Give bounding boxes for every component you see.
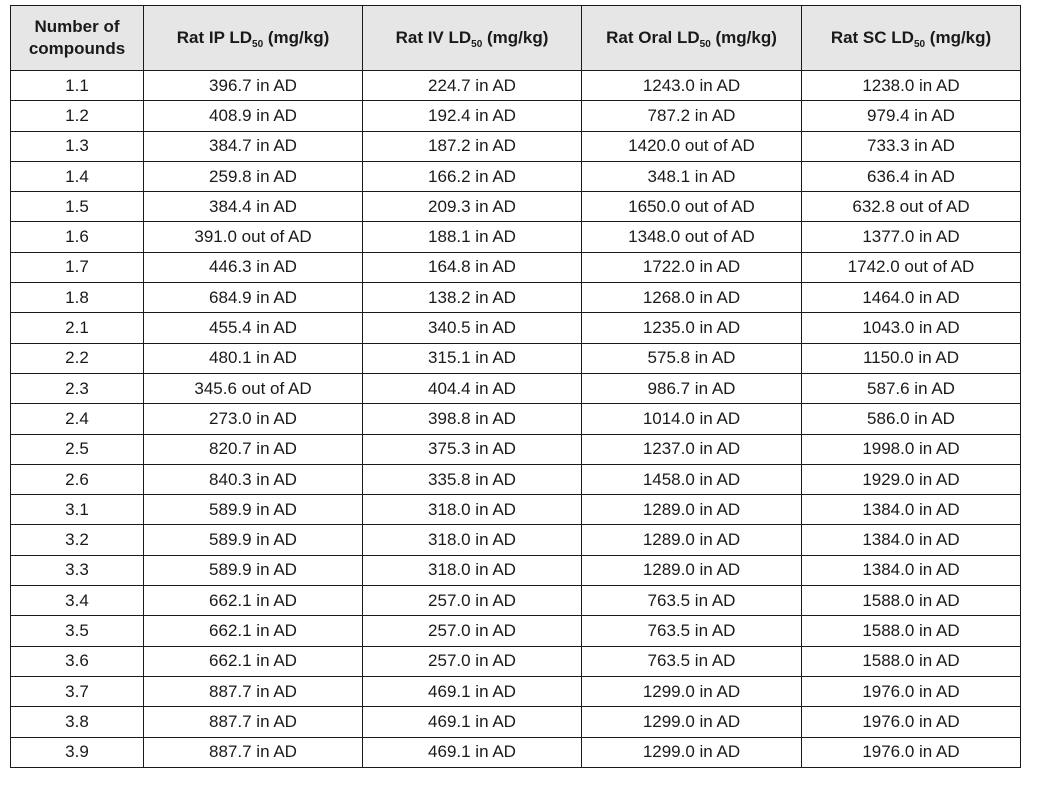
cell-compound-number: 3.7 — [11, 676, 144, 706]
cell-ip-ld50: 273.0 in AD — [144, 404, 363, 434]
cell-oral-ld50: 1348.0 out of AD — [582, 222, 802, 252]
cell-compound-number: 3.1 — [11, 495, 144, 525]
cell-ip-ld50: 259.8 in AD — [144, 161, 363, 191]
cell-compound-number: 2.6 — [11, 464, 144, 494]
cell-compound-number: 1.6 — [11, 222, 144, 252]
cell-oral-ld50: 1289.0 in AD — [582, 525, 802, 555]
cell-iv-ld50: 224.7 in AD — [363, 71, 582, 101]
table-row — [11, 343, 1021, 373]
cell-ip-ld50: 887.7 in AD — [144, 737, 363, 767]
cell-iv-ld50: 257.0 in AD — [363, 646, 582, 676]
cell-compound-number: 3.5 — [11, 616, 144, 646]
header-label: Rat SC LD — [830, 28, 914, 47]
header-oral-ld50 — [582, 6, 802, 71]
cell-oral-ld50: 763.5 in AD — [582, 646, 802, 676]
cell-ip-ld50: 408.9 in AD — [144, 101, 363, 131]
cell-iv-ld50: 257.0 in AD — [363, 616, 582, 646]
cell-compound-number: 3.6 — [11, 646, 144, 676]
cell-oral-ld50: 1420.0 out of AD — [582, 131, 802, 161]
header-unit: (mg/kg) — [263, 28, 330, 47]
cell-compound-number: 1.3 — [11, 131, 144, 161]
cell-oral-ld50: 575.8 in AD — [582, 343, 802, 373]
cell-oral-ld50: 787.2 in AD — [582, 101, 802, 131]
table-row — [11, 525, 1021, 555]
cell-sc-ld50: 1384.0 in AD — [802, 495, 1021, 525]
cell-sc-ld50: 1588.0 in AD — [802, 586, 1021, 616]
ld50-table — [10, 5, 1021, 768]
cell-compound-number: 2.1 — [11, 313, 144, 343]
cell-ip-ld50: 662.1 in AD — [144, 646, 363, 676]
table-row — [11, 71, 1021, 101]
cell-iv-ld50: 375.3 in AD — [363, 434, 582, 464]
cell-oral-ld50: 1650.0 out of AD — [582, 192, 802, 222]
cell-sc-ld50: 1464.0 in AD — [802, 283, 1021, 313]
header-unit: (mg/kg) — [710, 28, 777, 47]
cell-oral-ld50: 1722.0 in AD — [582, 252, 802, 282]
cell-compound-number: 1.1 — [11, 71, 144, 101]
cell-ip-ld50: 662.1 in AD — [144, 586, 363, 616]
cell-compound-number: 2.5 — [11, 434, 144, 464]
cell-ip-ld50: 887.7 in AD — [144, 707, 363, 737]
cell-iv-ld50: 315.1 in AD — [363, 343, 582, 373]
cell-oral-ld50: 1243.0 in AD — [582, 71, 802, 101]
cell-ip-ld50: 684.9 in AD — [144, 283, 363, 313]
table-row — [11, 404, 1021, 434]
cell-sc-ld50: 1238.0 in AD — [802, 71, 1021, 101]
cell-iv-ld50: 469.1 in AD — [363, 737, 582, 767]
cell-ip-ld50: 840.3 in AD — [144, 464, 363, 494]
table-row — [11, 131, 1021, 161]
cell-iv-ld50: 209.3 in AD — [363, 192, 582, 222]
table-row — [11, 707, 1021, 737]
cell-ip-ld50: 345.6 out of AD — [144, 373, 363, 403]
cell-sc-ld50: 586.0 in AD — [802, 404, 1021, 434]
cell-sc-ld50: 1742.0 out of AD — [802, 252, 1021, 282]
cell-iv-ld50: 469.1 in AD — [363, 707, 582, 737]
cell-iv-ld50: 257.0 in AD — [363, 586, 582, 616]
cell-ip-ld50: 589.9 in AD — [144, 495, 363, 525]
table-row — [11, 495, 1021, 525]
cell-sc-ld50: 1976.0 in AD — [802, 707, 1021, 737]
cell-compound-number: 3.8 — [11, 707, 144, 737]
cell-ip-ld50: 887.7 in AD — [144, 676, 363, 706]
cell-iv-ld50: 318.0 in AD — [363, 495, 582, 525]
header-unit: (mg/kg) — [925, 28, 992, 47]
cell-ip-ld50: 589.9 in AD — [144, 525, 363, 555]
cell-iv-ld50: 192.4 in AD — [363, 101, 582, 131]
table-header — [11, 6, 1021, 71]
cell-sc-ld50: 1976.0 in AD — [802, 676, 1021, 706]
cell-compound-number: 3.9 — [11, 737, 144, 767]
cell-oral-ld50: 763.5 in AD — [582, 616, 802, 646]
cell-compound-number: 3.4 — [11, 586, 144, 616]
cell-iv-ld50: 187.2 in AD — [363, 131, 582, 161]
cell-iv-ld50: 164.8 in AD — [363, 252, 582, 282]
table-row — [11, 676, 1021, 706]
table-row — [11, 192, 1021, 222]
cell-iv-ld50: 404.4 in AD — [363, 373, 582, 403]
cell-iv-ld50: 318.0 in AD — [363, 525, 582, 555]
table-row — [11, 555, 1021, 585]
header-subscript: 50 — [699, 39, 711, 50]
cell-iv-ld50: 398.8 in AD — [363, 404, 582, 434]
cell-oral-ld50: 763.5 in AD — [582, 586, 802, 616]
cell-ip-ld50: 820.7 in AD — [144, 434, 363, 464]
cell-compound-number: 1.7 — [11, 252, 144, 282]
table-row — [11, 313, 1021, 343]
cell-ip-ld50: 662.1 in AD — [144, 616, 363, 646]
table-row — [11, 434, 1021, 464]
table-row — [11, 161, 1021, 191]
cell-ip-ld50: 396.7 in AD — [144, 71, 363, 101]
cell-oral-ld50: 1289.0 in AD — [582, 495, 802, 525]
cell-oral-ld50: 1235.0 in AD — [582, 313, 802, 343]
header-label: Rat IP LD — [176, 28, 253, 47]
cell-iv-ld50: 138.2 in AD — [363, 283, 582, 313]
cell-oral-ld50: 1014.0 in AD — [582, 404, 802, 434]
cell-sc-ld50: 1929.0 in AD — [802, 464, 1021, 494]
cell-oral-ld50: 1458.0 in AD — [582, 464, 802, 494]
cell-iv-ld50: 318.0 in AD — [363, 555, 582, 585]
cell-ip-ld50: 480.1 in AD — [144, 343, 363, 373]
cell-iv-ld50: 469.1 in AD — [363, 676, 582, 706]
header-compound-number — [11, 6, 144, 71]
table-row — [11, 464, 1021, 494]
header-subscript: 50 — [252, 39, 264, 50]
table-row — [11, 252, 1021, 282]
cell-iv-ld50: 166.2 in AD — [363, 161, 582, 191]
cell-sc-ld50: 1377.0 in AD — [802, 222, 1021, 252]
table-row — [11, 616, 1021, 646]
cell-compound-number: 2.2 — [11, 343, 144, 373]
table-row — [11, 373, 1021, 403]
cell-compound-number: 1.2 — [11, 101, 144, 131]
cell-ip-ld50: 446.3 in AD — [144, 252, 363, 282]
cell-sc-ld50: 632.8 out of AD — [802, 192, 1021, 222]
cell-oral-ld50: 1299.0 in AD — [582, 676, 802, 706]
cell-oral-ld50: 1289.0 in AD — [582, 555, 802, 585]
cell-compound-number: 1.8 — [11, 283, 144, 313]
header-subscript: 50 — [913, 39, 926, 50]
table-row — [11, 646, 1021, 676]
cell-iv-ld50: 188.1 in AD — [363, 222, 582, 252]
table-container — [10, 5, 1021, 768]
header-row — [11, 6, 1021, 71]
header-subscript: 50 — [471, 39, 483, 50]
header-iv-ld50 — [363, 6, 582, 71]
table-body — [11, 71, 1021, 768]
cell-sc-ld50: 1384.0 in AD — [802, 525, 1021, 555]
table-row — [11, 101, 1021, 131]
cell-sc-ld50: 1588.0 in AD — [802, 616, 1021, 646]
cell-sc-ld50: 1384.0 in AD — [802, 555, 1021, 585]
cell-sc-ld50: 1043.0 in AD — [802, 313, 1021, 343]
cell-sc-ld50: 587.6 in AD — [802, 373, 1021, 403]
cell-iv-ld50: 335.8 in AD — [363, 464, 582, 494]
cell-oral-ld50: 1268.0 in AD — [582, 283, 802, 313]
cell-ip-ld50: 384.4 in AD — [144, 192, 363, 222]
cell-compound-number: 2.3 — [11, 373, 144, 403]
cell-oral-ld50: 1299.0 in AD — [582, 707, 802, 737]
cell-sc-ld50: 733.3 in AD — [802, 131, 1021, 161]
cell-sc-ld50: 1998.0 in AD — [802, 434, 1021, 464]
cell-sc-ld50: 979.4 in AD — [802, 101, 1021, 131]
cell-ip-ld50: 391.0 out of AD — [144, 222, 363, 252]
table-row — [11, 586, 1021, 616]
cell-sc-ld50: 636.4 in AD — [802, 161, 1021, 191]
table-row — [11, 283, 1021, 313]
table-row — [11, 222, 1021, 252]
cell-compound-number: 3.2 — [11, 525, 144, 555]
cell-oral-ld50: 348.1 in AD — [582, 161, 802, 191]
cell-oral-ld50: 986.7 in AD — [582, 373, 802, 403]
header-sc-ld50 — [802, 6, 1021, 71]
header-label: Rat IV LD — [395, 28, 472, 47]
cell-ip-ld50: 455.4 in AD — [144, 313, 363, 343]
cell-ip-ld50: 384.7 in AD — [144, 131, 363, 161]
header-label: Rat Oral LD — [606, 28, 700, 47]
cell-compound-number: 3.3 — [11, 555, 144, 585]
cell-sc-ld50: 1150.0 in AD — [802, 343, 1021, 373]
cell-ip-ld50: 589.9 in AD — [144, 555, 363, 585]
cell-oral-ld50: 1237.0 in AD — [582, 434, 802, 464]
cell-compound-number: 1.5 — [11, 192, 144, 222]
cell-oral-ld50: 1299.0 in AD — [582, 737, 802, 767]
header-ip-ld50 — [144, 6, 363, 71]
cell-sc-ld50: 1976.0 in AD — [802, 737, 1021, 767]
header-unit: (mg/kg) — [482, 28, 549, 47]
cell-compound-number: 2.4 — [11, 404, 144, 434]
header-label: Number of compounds — [28, 17, 126, 58]
cell-iv-ld50: 340.5 in AD — [363, 313, 582, 343]
cell-compound-number: 1.4 — [11, 161, 144, 191]
cell-sc-ld50: 1588.0 in AD — [802, 646, 1021, 676]
table-row — [11, 737, 1021, 767]
